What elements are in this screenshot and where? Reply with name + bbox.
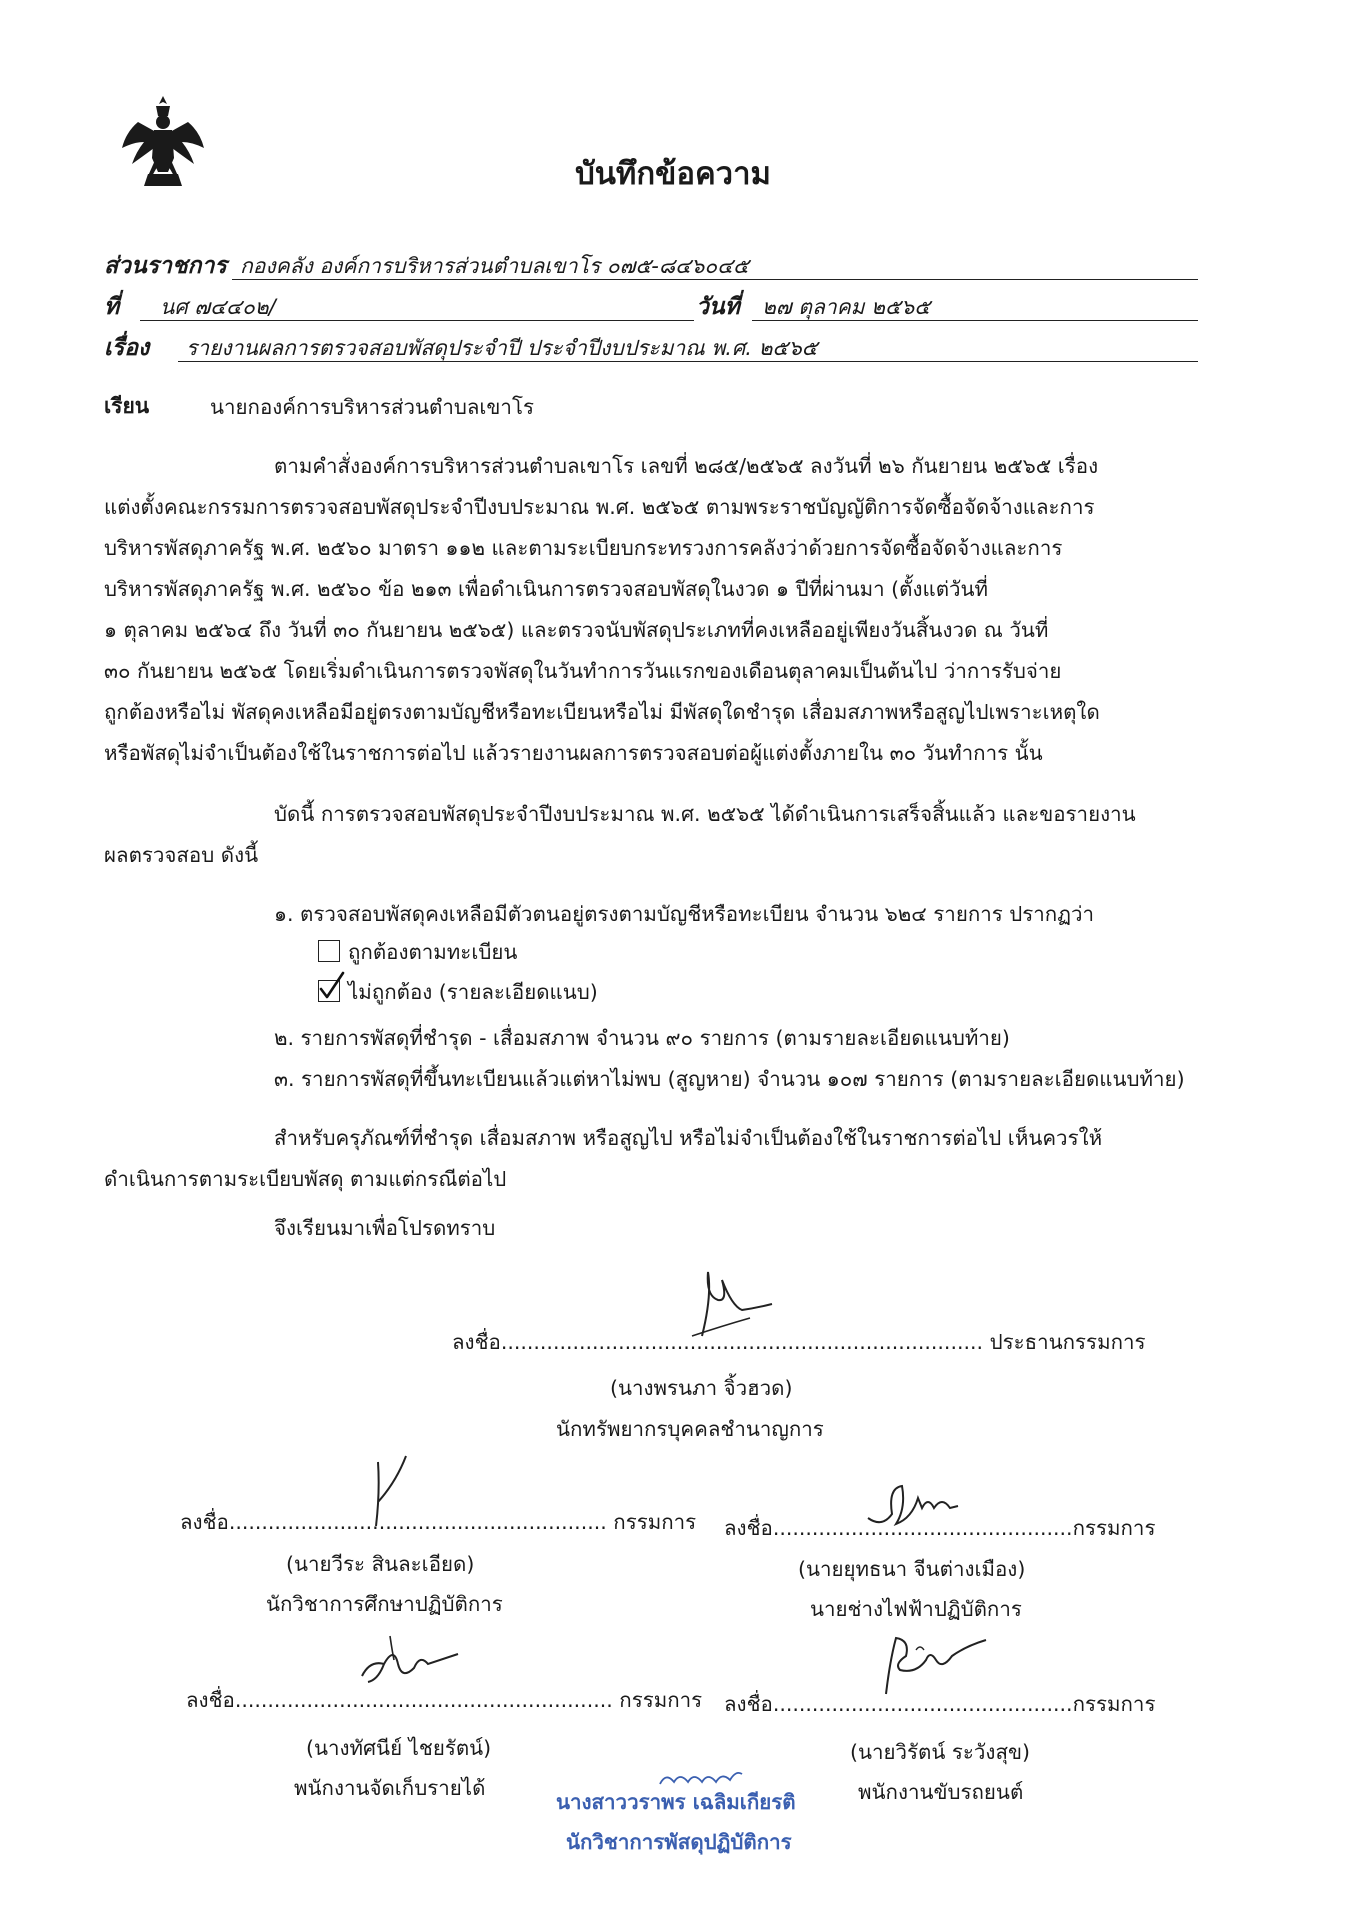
para3-line: ดำเนินการตามระเบียบพัสดุ ตามแต่กรณีต่อไป xyxy=(104,1167,507,1191)
member-role: กรรมการ xyxy=(1072,1516,1156,1540)
dotted-line: .......................................................... xyxy=(228,1510,607,1534)
check-correct-label: ถูกต้องตามทะเบียน xyxy=(348,940,518,964)
member2-position: นายช่างไฟฟ้าปฏิบัติการ xyxy=(810,1597,1022,1621)
para2-line: ผลตรวจสอบ ดังนี้ xyxy=(104,843,259,867)
agency-underline xyxy=(232,279,1198,280)
date-label: วันที่ xyxy=(696,294,740,320)
chair-sign-line xyxy=(452,1326,1146,1359)
para1-line: แต่งตั้งคณะกรรมการตรวจสอบพัสดุประจำปีงบประมาณ พ.ศ. ๒๕๖๕ ตามพระราชบัญญัติการจัดซื้อจัดจ้างและการ xyxy=(104,495,1095,519)
member3-signature-icon xyxy=(354,1630,464,1690)
ref-underline xyxy=(140,320,694,321)
dotted-line: .............................................. xyxy=(772,1692,1073,1716)
para3-line: สำหรับครุภัณฑ์ที่ชำรุด เสื่อมสภาพ หรือสูญไป หรือไม่จำเป็นต้องใช้ในราชการต่อไป เห็นควรให้ xyxy=(274,1126,1103,1150)
agency-row xyxy=(104,248,227,284)
para1-line: ตามคำสั่งองค์การบริหารส่วนตำบลเขาโร เลขที่ ๒๘๕/๒๕๖๕ ลงวันที่ ๒๖ กันยายน ๒๕๖๕ เรื่อง xyxy=(274,454,1099,478)
chair-position: นักทรัพยากรบุคคลชำนาญการ xyxy=(556,1417,824,1441)
member1-position: นักวิชาการศึกษาปฏิบัติการ xyxy=(266,1592,503,1616)
member4-signature-icon xyxy=(856,1630,996,1700)
member3-position: พนักงานจัดเก็บรายได้ xyxy=(294,1776,486,1800)
checkmark-icon xyxy=(317,971,345,1001)
salutation-label: เรียน xyxy=(104,394,150,418)
para1-line: หรือพัสดุไม่จำเป็นต้องใช้ในราชการต่อไป แล้วรายงานผลการตรวจสอบต่อผู้แต่งตั้งภายใน ๓๐ วันทำการ นั้น xyxy=(104,741,1043,765)
subject-label: เรื่อง xyxy=(104,335,150,361)
officer-stamp-position: นักวิชาการพัสดุปฏิบัติการ xyxy=(566,1830,792,1854)
dotted-line: .......................................................................... xyxy=(500,1330,984,1354)
sign-prefix: ลงชื่อ xyxy=(186,1688,235,1712)
dotted-line: .............................................. xyxy=(772,1516,1073,1540)
check-row-incorrect xyxy=(318,976,598,1009)
member2-name: (นายยุทธนา จีนต่างเมือง) xyxy=(798,1557,1026,1581)
list-item-2: ๒. รายการพัสดุที่ชำรุด - เสื่อมสภาพ จำนวน ๙๐ รายการ (ตามรายละเอียดแนบท้าย) xyxy=(274,1026,1010,1050)
chair-signature-icon xyxy=(672,1266,782,1346)
checkbox-correct[interactable] xyxy=(318,940,340,962)
chair-role: ประธานกรรมการ xyxy=(989,1330,1146,1354)
member4-position: พนักงานขับรถยนต์ xyxy=(858,1780,1024,1804)
para1-line: ถูกต้องหรือไม่ พัสดุคงเหลือมีอยู่ตรงตามบัญชีหรือทะเบียนหรือไม่ มีพัสดุใดชำรุด เสื่อมสภาพหรือสูญไปเพราะเหตุใด xyxy=(104,700,1100,724)
agency-text: กองคลัง องค์การบริหารส่วนตำบลเขาโร ๐๗๕-๘๔๖๐๔๕ xyxy=(240,254,749,278)
closing-text: จึงเรียนมาเพื่อโปรดทราบ xyxy=(274,1216,496,1240)
dotted-line: .......................................................... xyxy=(234,1688,613,1712)
salutation-value: นายกองค์การบริหารส่วนตำบลเขาโร xyxy=(210,395,534,419)
para1-line: ๑ ตุลาคม ๒๕๖๔ ถึง วันที่ ๓๐ กันยายน ๒๕๖๕) และตรวจนับพัสดุประเภทที่คงเหลืออยู่เพียงวันสิ้นงวด ณ วันที่ xyxy=(104,618,1049,642)
subject-underline xyxy=(178,361,1198,362)
date-underline xyxy=(752,320,1198,321)
check-row-correct xyxy=(318,936,517,969)
member-role: กรรมการ xyxy=(1072,1692,1156,1716)
ref-label: ที่ xyxy=(104,294,120,320)
sign-prefix: ลงชื่อ xyxy=(724,1692,773,1716)
officer-stamp-name: นางสาววราพร เฉลิมเกียรติ xyxy=(556,1790,796,1814)
subject-text: รายงานผลการตรวจสอบพัสดุประจำปี ประจำปีงบประมาณ พ.ศ. ๒๕๖๕ xyxy=(186,336,818,360)
para1-line: บริหารพัสดุภาครัฐ พ.ศ. ๒๕๖๐ มาตรา ๑๑๒ และตามระเบียบกระทรวงการคลังว่าด้วยการจัดซื้อจัดจ้างและการ xyxy=(104,536,1063,560)
subject-row xyxy=(104,330,149,366)
member1-signature-icon xyxy=(360,1452,420,1532)
date-text: ๒๗ ตุลาคม ๒๕๖๕ xyxy=(762,295,931,319)
sign-prefix: ลงชื่อ xyxy=(180,1510,229,1534)
para2-line: บัดนี้ การตรวจสอบพัสดุประจำปีงบประมาณ พ.ศ. ๒๕๖๕ ได้ดำเนินการเสร็จสิ้นแล้ว และขอรายงาน xyxy=(274,802,1136,826)
list-item-3: ๓. รายการพัสดุที่ขึ้นทะเบียนแล้วแต่หาไม่พบ (สูญหาย) จำนวน ๑๐๗ รายการ (ตามรายละเอียดแนบท้าย) xyxy=(274,1067,1185,1091)
chair-name: (นางพรนภา จิ้วฮวด) xyxy=(610,1376,793,1400)
para1-line: ๓๐ กันยายน ๒๕๖๕ โดยเริ่มดำเนินการตรวจพัสดุในวันทำการวันแรกของเดือนตุลาคมเป็นต้นไป ว่าการรับจ่าย xyxy=(104,659,1062,683)
ref-row xyxy=(104,289,119,325)
member4-name: (นายวิรัตน์ ระวังสุข) xyxy=(850,1740,1030,1764)
member-role: กรรมการ xyxy=(613,1510,697,1534)
check-incorrect-label: ไม่ถูกต้อง (รายละเอียดแนบ) xyxy=(348,980,598,1004)
member3-name: (นางทัศนีย์ ไชยรัตน์) xyxy=(306,1736,492,1760)
agency-label: ส่วนราชการ xyxy=(104,253,227,279)
member1-name: (นายวีระ สินละเอียด) xyxy=(286,1552,475,1576)
date-row xyxy=(696,289,740,325)
sign-prefix: ลงชื่อ xyxy=(724,1516,773,1540)
checkbox-incorrect[interactable] xyxy=(318,980,340,1002)
ref-text: นศ ๗๔๔๐๒/ xyxy=(160,295,276,319)
member2-signature-icon xyxy=(862,1478,982,1538)
member-role: กรรมการ xyxy=(619,1688,703,1712)
list-item-1: ๑. ตรวจสอบพัสดุคงเหลือมีตัวตนอยู่ตรงตามบัญชีหรือทะเบียน จำนวน ๖๒๔ รายการ ปรากฏว่า xyxy=(274,902,1095,926)
member1-sign-line xyxy=(180,1506,696,1539)
para1-line: บริหารพัสดุภาครัฐ พ.ศ. ๒๕๖๐ ข้อ ๒๑๓ เพื่อดำเนินการตรวจสอบพัสดุในงวด ๑ ปีที่ผ่านมา (ตั้งแต่วันที่ xyxy=(104,577,989,601)
document-title: บันทึกข้อความ xyxy=(575,156,771,192)
sign-prefix: ลงชื่อ xyxy=(452,1330,501,1354)
